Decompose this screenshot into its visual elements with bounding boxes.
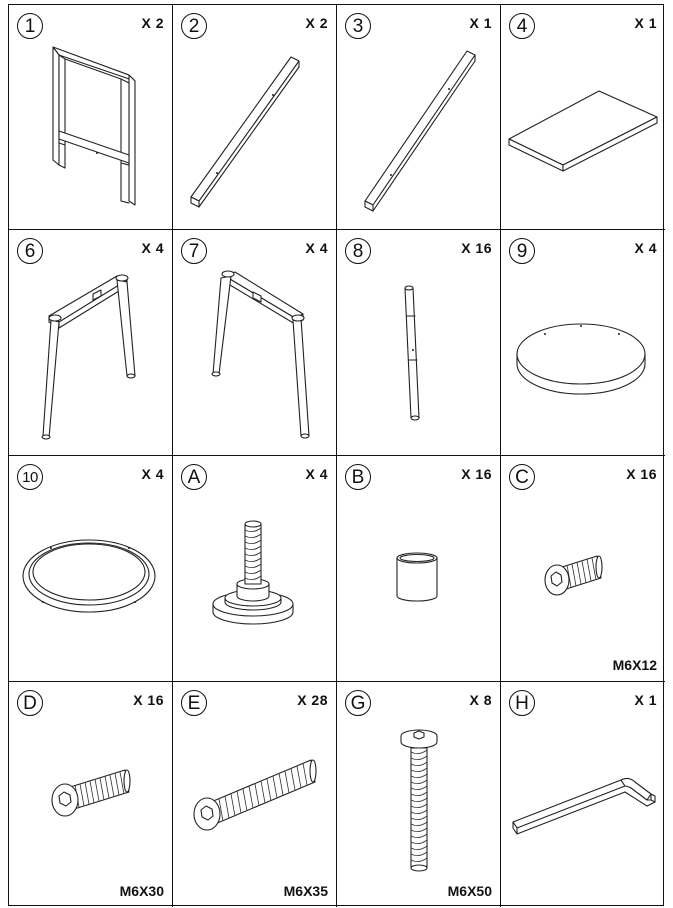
part-quantity: X 2	[141, 15, 164, 31]
part-cell-10	[9, 456, 173, 682]
part-label: 8	[345, 238, 371, 264]
sleeve-icon	[337, 456, 501, 682]
part-label: 6	[17, 238, 43, 264]
part-label: 9	[509, 238, 535, 264]
short-bolt-icon	[501, 456, 665, 682]
part-label: 7	[181, 238, 207, 264]
a-frame-leg-icon	[9, 230, 173, 456]
part-label: H	[509, 690, 535, 716]
frame-panel-icon	[9, 5, 173, 230]
part-quantity: X 16	[461, 240, 492, 256]
long-beam-icon	[173, 5, 337, 230]
part-cell-7	[173, 230, 337, 456]
part-label: C	[509, 464, 535, 490]
part-cell-b	[337, 456, 501, 682]
part-size: M6X30	[119, 883, 164, 899]
part-label: G	[345, 690, 371, 716]
part-cell-c	[501, 456, 665, 682]
part-quantity: X 4	[305, 466, 328, 482]
long-beam-icon	[337, 5, 501, 230]
flat-panel-icon	[501, 5, 665, 230]
part-quantity: X 28	[297, 692, 328, 708]
bolt-icon	[9, 682, 173, 907]
round-disc-icon	[501, 230, 665, 456]
part-label: 10	[17, 464, 43, 490]
part-size: M6X50	[447, 883, 492, 899]
vertical-bolt-icon	[337, 682, 501, 907]
part-quantity: X 2	[305, 15, 328, 31]
part-cell-8	[337, 230, 501, 456]
part-quantity: X 1	[469, 15, 492, 31]
part-label: B	[345, 464, 371, 490]
part-cell-4	[501, 5, 665, 230]
part-label: D	[17, 690, 43, 716]
part-quantity: X 4	[634, 240, 657, 256]
part-label: E	[181, 690, 207, 716]
part-cell-3	[337, 5, 501, 230]
parts-grid	[8, 4, 664, 906]
long-bolt-icon	[173, 682, 337, 907]
a-frame-leg-icon	[173, 230, 337, 456]
part-cell-1	[9, 5, 173, 230]
part-cell-9	[501, 230, 665, 456]
part-size: M6X35	[283, 883, 328, 899]
part-label: 1	[17, 13, 43, 39]
part-quantity: X 4	[141, 240, 164, 256]
part-label: 4	[509, 13, 535, 39]
part-cell-h	[501, 682, 665, 907]
part-cell-6	[9, 230, 173, 456]
part-label: A	[181, 464, 207, 490]
part-quantity: X 16	[461, 466, 492, 482]
part-cell-g	[337, 682, 501, 907]
part-size: M6X12	[612, 657, 657, 673]
part-quantity: X 4	[141, 466, 164, 482]
part-label: 2	[181, 13, 207, 39]
part-label: 3	[345, 13, 371, 39]
part-quantity: X 16	[133, 692, 164, 708]
part-quantity: X 8	[469, 692, 492, 708]
part-quantity: X 4	[305, 240, 328, 256]
leveling-foot-icon	[173, 456, 337, 682]
part-cell-a	[173, 456, 337, 682]
part-quantity: X 1	[634, 15, 657, 31]
part-cell-e	[173, 682, 337, 907]
part-cell-d	[9, 682, 173, 907]
part-quantity: X 1	[634, 692, 657, 708]
allen-key-icon	[501, 682, 665, 907]
ring-icon	[9, 456, 173, 682]
dowel-rod-icon	[337, 230, 501, 456]
part-cell-2	[173, 5, 337, 230]
part-quantity: X 16	[626, 466, 657, 482]
